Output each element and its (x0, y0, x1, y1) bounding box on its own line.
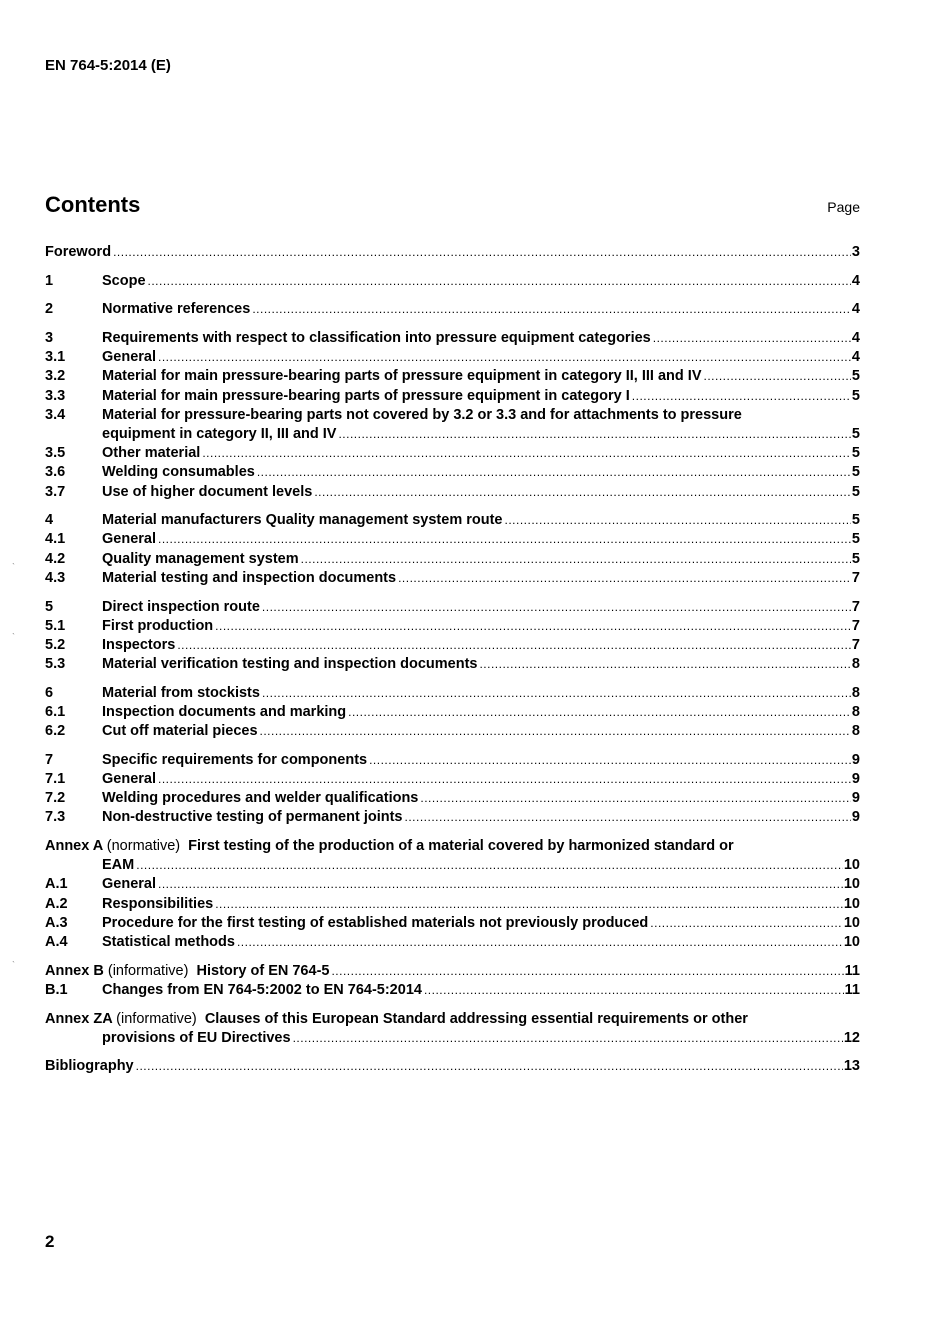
toc-entry-text: First production (102, 617, 215, 636)
toc-number: 3.5 (45, 445, 66, 462)
toc-entry-text: Non-destructive testing of permanent joints (102, 808, 405, 827)
toc-entry-3-7[interactable] (45, 483, 860, 502)
toc-page-number: 5 (851, 550, 860, 567)
toc-page-number: 10 (843, 857, 860, 874)
toc-number: A.3 (45, 914, 68, 931)
toc-entry-a-4[interactable] (45, 933, 860, 952)
toc-page-number: 10 (843, 895, 860, 912)
toc-number: 4.1 (45, 531, 66, 548)
toc-page-number: 5 (851, 445, 860, 462)
toc-number: 3.2 (45, 368, 66, 385)
toc-page-number: 8 (851, 703, 860, 720)
toc-entry-text: Bibliography (45, 1057, 136, 1076)
toc-entry-text: Quality management system (102, 550, 301, 569)
toc-page-number: 10 (843, 876, 860, 893)
toc-page-number: 4 (851, 301, 860, 318)
toc-page-number: 12 (843, 1029, 860, 1046)
document-header: EN 764-5:2014 (E) (45, 57, 171, 74)
table-of-contents (45, 243, 860, 1077)
toc-entry-a-1[interactable] (45, 875, 860, 894)
toc-number: 3.7 (45, 483, 66, 500)
toc-entry-text: Material for main pressure-bearing parts of pressure equipment in category I (102, 387, 632, 406)
toc-entry-5-1[interactable] (45, 617, 860, 636)
toc-page-number: 7 (851, 598, 860, 615)
annex-prefix: Annex B (45, 962, 104, 979)
toc-entry-b-1[interactable] (45, 981, 860, 1000)
toc-number: 2 (45, 301, 54, 318)
toc-entry-text-line1: Clauses of this European Standard addressing essential requirements or other (204, 1010, 748, 1027)
toc-entry-4-1[interactable] (45, 530, 860, 549)
toc-number: 5.1 (45, 617, 66, 634)
toc-entry-7-3[interactable] (45, 808, 860, 827)
toc-number: 4.2 (45, 550, 66, 567)
toc-page-number: 5 (851, 426, 860, 442)
toc-entry-3-1[interactable] (45, 348, 860, 367)
toc-entry-text: History of EN 764-5 (196, 962, 330, 979)
annex-qualifier: (normative) (106, 838, 181, 855)
toc-number: A.1 (45, 876, 68, 893)
toc-page-number: 9 (851, 809, 860, 826)
margin-mark: ` (12, 632, 15, 642)
toc-page-number: 3 (851, 244, 860, 260)
toc-entry-text: Normative references (102, 300, 252, 319)
toc-entry-text: Inspectors (102, 636, 177, 655)
toc-number: 4 (45, 512, 54, 529)
toc-entry-5[interactable] (45, 598, 860, 617)
toc-entry-text: Statistical methods (102, 933, 237, 952)
toc-entry-text: Specific requirements for components (102, 751, 369, 770)
toc-page-number: 5 (851, 387, 860, 404)
toc-page-number: 13 (843, 1058, 860, 1075)
toc-page-number: 5 (851, 531, 860, 548)
toc-entry-text: Requirements with respect to classification into pressure equipment categories (102, 329, 653, 348)
toc-entry-text: Material manufacturers Quality management system route (102, 511, 505, 530)
toc-number: 3.6 (45, 464, 66, 481)
toc-entry-text: Use of higher document levels (102, 483, 314, 502)
toc-entry-text-line1: Material for pressure-bearing parts not covered by 3.2 or 3.3 and for attachments to pressure (102, 406, 742, 423)
toc-page-number: 5 (851, 483, 860, 500)
toc-entry-5-3[interactable] (45, 655, 860, 674)
toc-page-number: 7 (851, 636, 860, 653)
annex-prefix: Annex ZA (45, 1010, 113, 1027)
toc-number: B.1 (45, 981, 68, 998)
toc-page-number: 5 (851, 512, 860, 529)
page-number: 2 (45, 1232, 55, 1251)
toc-number: 6.2 (45, 723, 66, 740)
toc-entry-text: Other material (102, 444, 202, 463)
toc-entry-7-2[interactable] (45, 789, 860, 808)
toc-entry-6-2[interactable] (45, 722, 860, 741)
toc-entry-3-4-continued[interactable] (45, 425, 860, 444)
toc-entry-5-2[interactable] (45, 636, 860, 655)
margin-mark: ` (12, 562, 15, 572)
toc-number: 5 (45, 598, 54, 615)
toc-entry-6[interactable] (45, 684, 860, 703)
toc-entry-3-6[interactable] (45, 463, 860, 482)
toc-page-number: 9 (851, 790, 860, 807)
toc-entry-annex-a-continued[interactable] (45, 856, 860, 875)
toc-entry-annex-b[interactable] (45, 962, 860, 981)
toc-entry-4-2[interactable] (45, 550, 860, 569)
toc-number: 5.3 (45, 656, 66, 673)
toc-number: 7.2 (45, 790, 66, 807)
toc-page-number: 4 (851, 330, 860, 347)
toc-number: 3.3 (45, 387, 66, 404)
toc-entry-text-line2: equipment in category II, III and IV (102, 425, 338, 444)
toc-entry-3[interactable] (45, 329, 860, 348)
toc-entry-3-5[interactable] (45, 444, 860, 463)
toc-entry-text: General (102, 348, 158, 367)
toc-entry-annex-za[interactable] (45, 1010, 860, 1029)
toc-number: A.2 (45, 895, 68, 912)
toc-entry-text: General (102, 530, 158, 549)
toc-entry-4-3[interactable] (45, 569, 860, 588)
toc-entry-3-4[interactable] (45, 406, 860, 425)
toc-page-number: 7 (851, 617, 860, 634)
page-column-label: Page (827, 199, 860, 215)
toc-entry-text: Procedure for the first testing of established materials not previously produced (102, 914, 650, 933)
toc-entry-text: Scope (102, 272, 148, 291)
toc-entry-1[interactable] (45, 272, 860, 291)
annex-qualifier: (informative) (107, 962, 189, 979)
toc-entry-4[interactable] (45, 511, 860, 530)
toc-entry-7-1[interactable] (45, 770, 860, 789)
toc-entry-text: Direct inspection route (102, 598, 262, 617)
toc-page-number: 4 (851, 349, 860, 366)
toc-entry-text: General (102, 875, 158, 894)
toc-number: 7 (45, 751, 54, 768)
toc-number: 4.3 (45, 569, 66, 586)
page-title: Contents (45, 192, 141, 217)
toc-number: 7.3 (45, 809, 66, 826)
toc-entry-text: Inspection documents and marking (102, 703, 348, 722)
toc-number: 6.1 (45, 703, 66, 720)
toc-entry-text: Responsibilities (102, 895, 215, 914)
toc-entry-text-line2: EAM (102, 856, 136, 875)
toc-page-number: 8 (851, 684, 860, 701)
annex-prefix: Annex A (45, 838, 103, 855)
toc-page-number: 8 (851, 656, 860, 673)
toc-page-number: 10 (843, 914, 860, 931)
margin-mark: ` (12, 960, 15, 970)
toc-page-number: 9 (851, 751, 860, 768)
toc-page-number: 11 (844, 981, 860, 998)
toc-entry-text-line1: First testing of the production of a material covered by harmonized standard or (188, 838, 734, 855)
toc-entry-foreword[interactable] (45, 243, 860, 262)
toc-entry-3-3[interactable] (45, 387, 860, 406)
toc-page-number: 4 (851, 272, 860, 289)
toc-entry-a-2[interactable] (45, 895, 860, 914)
toc-entry-text: Material testing and inspection documents (102, 569, 398, 588)
toc-page-number: 9 (851, 771, 860, 787)
toc-entry-7[interactable] (45, 751, 860, 770)
toc-page-number: 5 (851, 464, 860, 481)
toc-number: 3.1 (45, 349, 66, 366)
toc-page-number: 11 (844, 962, 860, 979)
toc-entry-text: Cut off material pieces (102, 722, 260, 741)
toc-entry-text: Material for main pressure-bearing parts of pressure equipment in category II, III and IV (102, 367, 703, 386)
toc-entry-text: Welding consumables (102, 463, 257, 482)
toc-entry-annex-a[interactable] (45, 837, 860, 856)
toc-entry-text: Material from stockists (102, 684, 262, 703)
toc-number: 3.4 (45, 406, 66, 423)
toc-page-number: 7 (851, 569, 860, 586)
toc-page-number: 10 (843, 934, 860, 950)
toc-number: 3 (45, 330, 54, 347)
toc-entry-text: General (102, 770, 158, 789)
toc-entry-2[interactable] (45, 300, 860, 319)
toc-entry-annex-za-continued[interactable] (45, 1029, 860, 1048)
toc-entry-6-1[interactable] (45, 703, 860, 722)
toc-entry-text: Foreword (45, 243, 113, 262)
toc-entry-bibliography[interactable] (45, 1057, 860, 1076)
toc-number: 1 (45, 272, 54, 289)
toc-entry-text-line2: provisions of EU Directives (102, 1029, 293, 1048)
toc-number: 6 (45, 684, 54, 701)
toc-entry-text: Welding procedures and welder qualifications (102, 789, 420, 808)
toc-entry-text: Changes from EN 764-5:2002 to EN 764-5:2014 (102, 981, 424, 1000)
toc-number: A.4 (45, 934, 68, 950)
toc-entry-3-2[interactable] (45, 367, 860, 386)
toc-entry-text: Material verification testing and inspection documents (102, 655, 479, 674)
toc-entry-a-3[interactable] (45, 914, 860, 933)
toc-number: 5.2 (45, 636, 66, 653)
toc-page-number: 8 (851, 723, 860, 740)
annex-qualifier: (informative) (116, 1010, 197, 1027)
toc-number: 7.1 (45, 771, 66, 787)
toc-page-number: 5 (851, 368, 860, 385)
